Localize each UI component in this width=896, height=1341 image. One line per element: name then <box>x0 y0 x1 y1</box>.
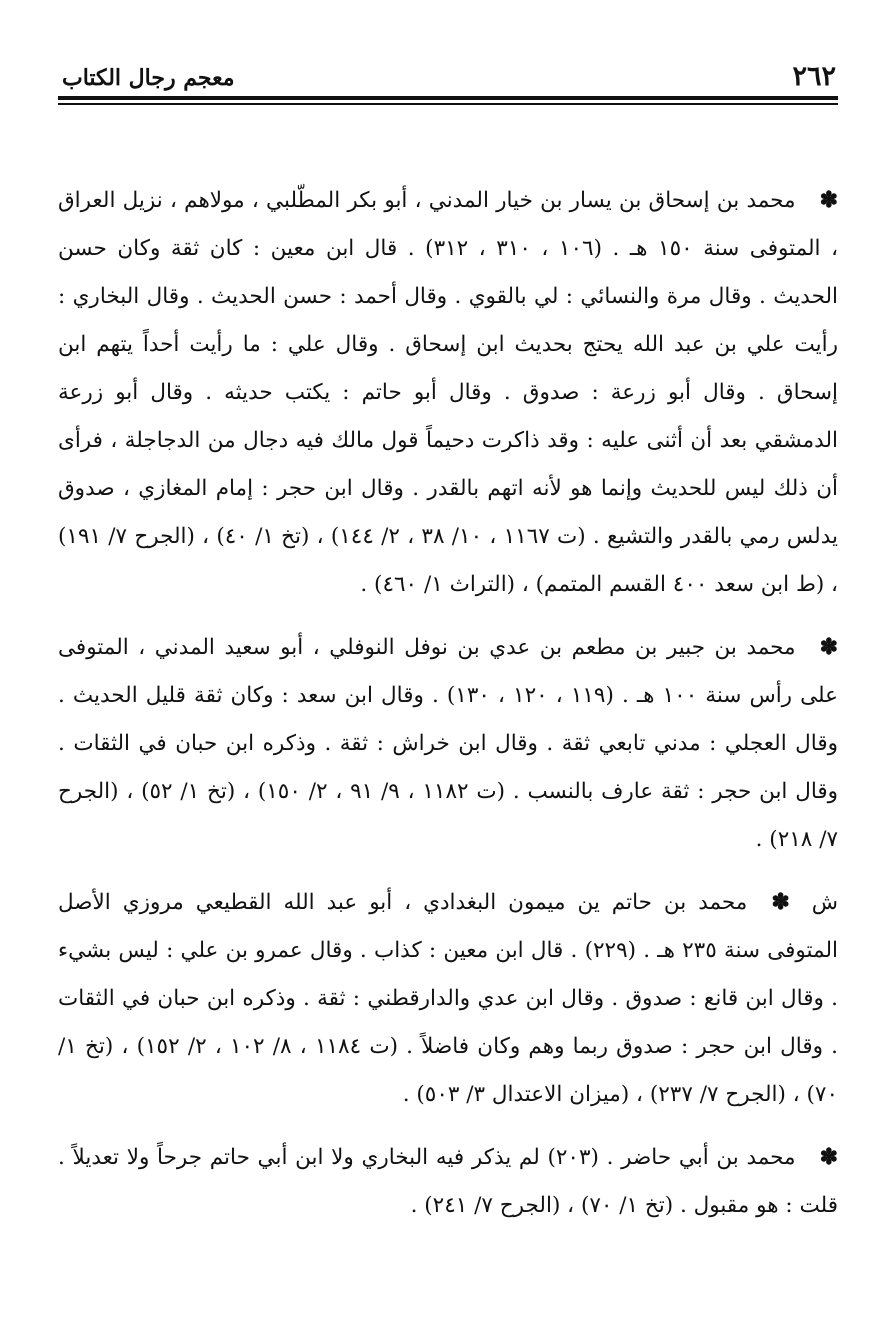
entry-text: محمد بن إسحاق بن يسار بن خيار المدني ، أبو بكر المطّلبي ، مولاهم ، نزيل العراق ، المتوفى سنة ١٥٠ هـ . (١٠٦ ، ٣١٠ ، ٣١٢) . قال ابن معين : كان ثقة وكان حسن الحديث . وقال مرة والنسائي : لي بالقوي . وقال أحمد : حسن الحديث . وقال البخاري : رأيت علي بن عبد الله يحتج بحديث ابن إسحاق . وقال علي : ما رأيت أحداً يتهم ابن إسحاق . وقال أبو زرعة : صدوق . وقال أبو حاتم : يكتب حديثه . وقال أبو زرعة الدمشقي بعد أن أثنى عليه : وقد ذاكرت دحيماً قول مالك فيه دجال من الدجاجلة ، فرأى أن ذلك ليس للحديث وإنما هو لأنه اتهم بالقدر . وقال ابن حجر : إمام المغازي ، صدوق يدلس رمي بالقدر والتشيع . (ت ١١٦٧ ، ١٠/ ٣٨ ، ٢/ ١٤٤) ، (تخ ١/ ٤٠) ، (الجرح ٧/ ١٩١) ، (ط ابن سعد ٤٠٠ القسم المتمم) ، (التراث ١/ ٤٦٠) . <box>58 188 839 597</box>
asterisk-icon <box>820 623 838 671</box>
header-rule-thick <box>58 96 838 100</box>
entry-ibn-ishaq <box>58 176 838 609</box>
entry-text: محمد بن جبير بن مطعم بن عدي بن نوفل النوفلي ، أبو سعيد المدني ، المتوفى على رأس سنة ١٠٠ هـ . (١١٩ ، ١٢٠ ، ١٣٠) . وقال ابن سعد : وكان ثقة قليل الحديث . وقال العجلي : مدني تابعي ثقة . وقال ابن خراش : ثقة . وذكره ابن حبان في الثقات . وقال ابن حجر : ثقة عارف بالنسب . (ت ١١٨٢ ، ٩/ ٩١ ، ٢/ ١٥٠) ، (تخ ١/ ٥٢) ، (الجرح ٧/ ٢١٨) . <box>58 635 839 852</box>
entry-ibn-hatim <box>58 878 838 1119</box>
entry-mark: ش <box>811 890 838 915</box>
asterisk-icon <box>771 878 789 926</box>
header-rule-thin <box>58 103 838 105</box>
entry-text: محمد بن حاتم ين ميمون البغدادي ، أبو عبد الله القطيعي مروزي الأصل المتوفى سنة ٢٣٥ هـ . (٢٢٩) . قال ابن معين : كذاب . وقال عمرو بن علي : ليس بشيء . وقال ابن قانع : صدوق . وقال ابن عدي والدارقطني : ثقة . وذكره ابن حبان في الثقات . وقال ابن حجر : صدوق ربما وهم وكان فاضلاً . (ت ١١٨٤ ، ٨/ ١٠٢ ، ٢/ ١٥٢) ، (تخ ١/ ٧٠) ، (الجرح ٧/ ٢٣٧) ، (ميزان الاعتدال ٣/ ٥٠٣) . <box>58 890 839 1107</box>
asterisk-icon <box>820 176 838 224</box>
entry-ibn-jubayr <box>58 623 838 864</box>
page-header <box>58 62 838 96</box>
running-title: معجم رجال الكتاب <box>62 65 235 91</box>
asterisk-icon <box>820 1133 838 1181</box>
page-number: ٢٦٢ <box>792 61 836 92</box>
entry-ibn-abi-hadir <box>58 1133 838 1230</box>
entry-text: محمد بن أبي حاضر . (٢٠٣) لم يذكر فيه البخاري ولا ابن أبي حاتم جرحاً ولا تعديلاً . قلت : هو مقبول . (تخ ١/ ٧٠) ، (الجرح ٧/ ٢٤١) . <box>58 1145 838 1218</box>
page-body <box>58 176 838 1244</box>
